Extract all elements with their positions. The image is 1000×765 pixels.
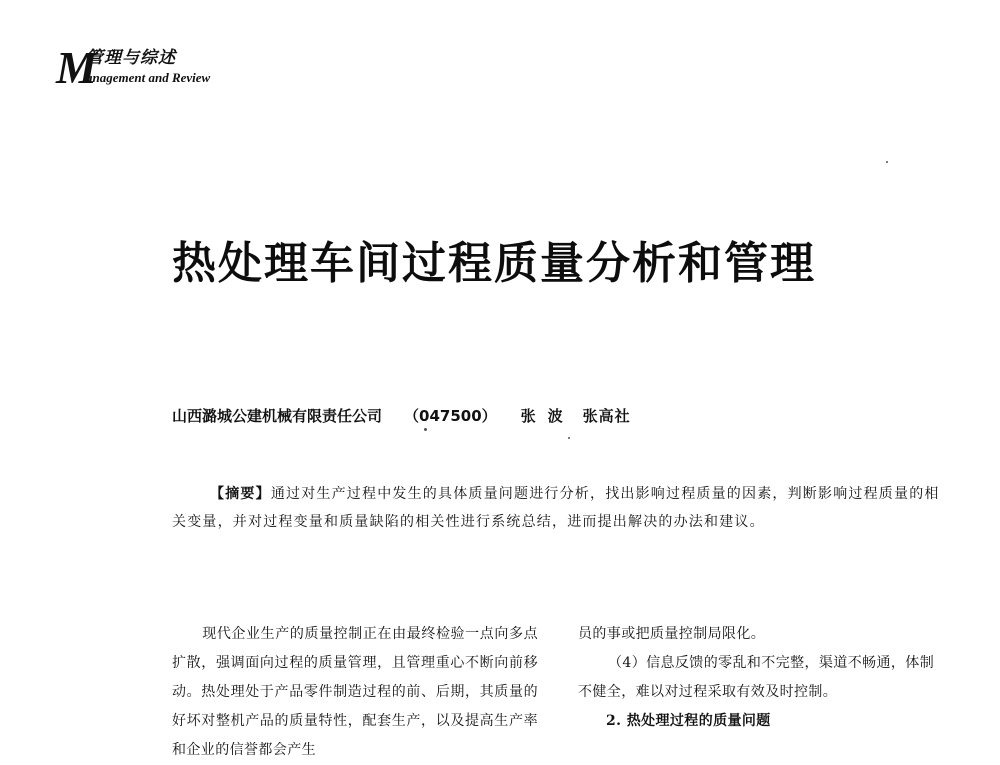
journal-logo-letter: M <box>56 42 97 93</box>
abstract-label: 【摘要】 <box>210 486 271 502</box>
postcode: （047500） <box>404 407 497 425</box>
left-column-text: 现代企业生产的质量控制正在由最终检验一点向多点扩散，强调面向过程的质量管理，且管理重心不断向前移动。热处理处于产品零件制造过程的前、后期，其质量的好坏对整机产品的质量特性，配套生产，以及提高生产率和企业的信誉都会产生 <box>172 626 538 758</box>
right-column-line-1: 员的事或把质量控制局限化。 <box>578 626 766 642</box>
author-2: 张高社 <box>582 407 631 425</box>
article-title: 热处理车间过程质量分析和管理 <box>172 238 816 289</box>
affiliation: 山西潞城公建机械有限责任公司 <box>172 407 383 425</box>
author-1: 张波 <box>520 407 575 425</box>
scan-speck <box>424 428 427 431</box>
byline <box>172 405 631 427</box>
scan-speck <box>568 437 570 439</box>
section-heading: 2. 热处理过程的质量问题 <box>606 713 771 729</box>
journal-name-chinese: 管理与综述 <box>86 48 176 68</box>
scan-speck <box>886 161 888 163</box>
abstract <box>172 480 942 536</box>
right-column-item-4: （4）信息反馈的零乱和不完整，渠道不畅通，体制不健全，难以对过程采取有效及时控制。 <box>578 655 935 700</box>
journal-name-english: anagement and Review <box>86 70 211 85</box>
body-left-column <box>172 620 538 765</box>
journal-logo <box>56 44 256 92</box>
body-right-column <box>578 620 948 736</box>
abstract-text: 通过对生产过程中发生的具体质量问题进行分析，找出影响过程质量的因素，判断影响过程质量的相关变量，并对过程变量和质量缺陷的相关性进行系统总结，进而提出解决的办法和建议。 <box>172 486 940 530</box>
